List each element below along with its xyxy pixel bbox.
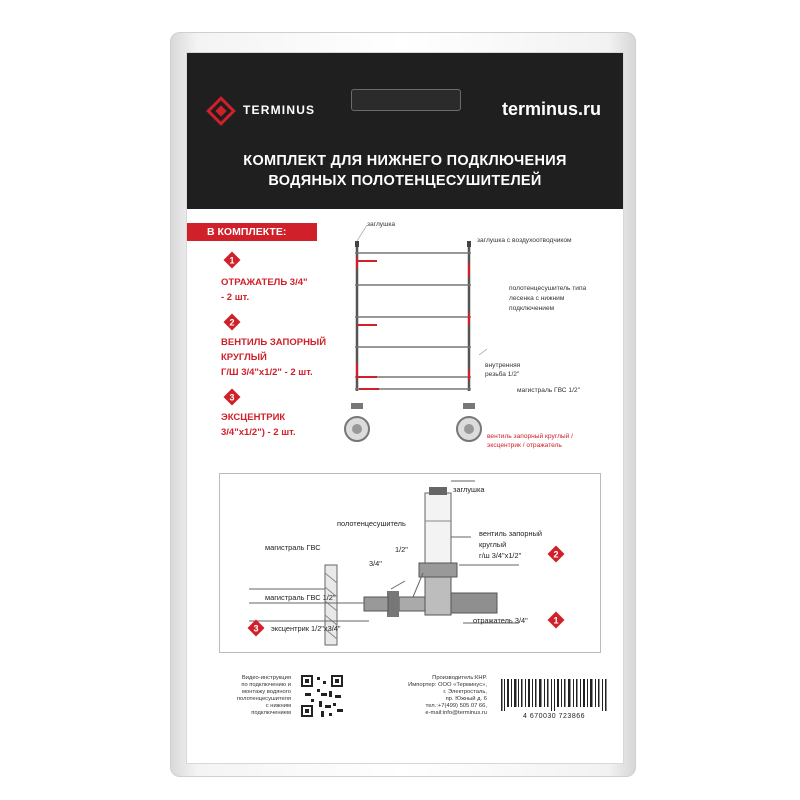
label-main-top: магистраль ГВС 1/2" (517, 387, 580, 394)
label-reflector: отражатель 3/4" (473, 616, 528, 625)
footer-maker-1: Производитель:КНР. (432, 675, 487, 681)
hanger-slot (351, 89, 461, 111)
svg-text:1: 1 (553, 615, 559, 626)
kit-item-1-line2: - 2 шт. (221, 292, 250, 303)
svg-text:2: 2 (229, 317, 235, 328)
footer-video-5: с нижним (265, 703, 291, 709)
footer-video-2: по подключению и (241, 682, 291, 688)
label-valve-bottom-1: вентиль запорный (479, 529, 543, 538)
barcode-icon (499, 679, 609, 717)
svg-text:1: 1 (229, 255, 235, 266)
svg-text:2: 2 (553, 549, 559, 560)
label-dryer-1: полотенцесушитель типа (509, 285, 587, 292)
footer-maker-6: e-mail:info@terminus.ru (425, 710, 487, 716)
label-valve-2: эксцентрик / отражатель (487, 442, 562, 449)
number-2-icon (223, 313, 241, 331)
label-plug-bottom: заглушка (453, 485, 485, 494)
label-three-quarters: 3/4" (369, 559, 382, 568)
label-dryer-2: лесенка с нижним (509, 295, 565, 302)
svg-text:3: 3 (229, 392, 235, 403)
footer-maker-5: тел.:+7(499) 505 07 66, (425, 703, 487, 709)
title-line-2: ВОДЯНЫХ ПОЛОТЕНЦЕСУШИТЕЛЕЙ (268, 173, 542, 189)
label-thread-1: внутренняя (485, 362, 521, 369)
qr-code-icon (299, 673, 345, 719)
kit-item-3-line2: 3/4"х1/2") - 2 шт. (221, 427, 296, 438)
footer-maker-text (377, 675, 487, 717)
footer-video-1: Видео-инструкция (241, 675, 291, 681)
footer-video-4: полотенцесушителя (236, 696, 291, 702)
footer-maker-4: пр. Южный д. 6 (445, 696, 487, 702)
kit-item-3-line1: ЭКСЦЕНТРИК (221, 412, 286, 423)
label-half: 1/2" (395, 545, 408, 554)
footer-video-3: монтажу водяного (242, 689, 291, 695)
footer-maker-3: г. Электросталь, (443, 689, 487, 695)
number-3-small-icon (247, 619, 265, 637)
number-2-small-icon (547, 545, 565, 563)
label-valve-bottom-3: г/ш 3/4"х1/2" (479, 551, 522, 560)
site-url: terminus.ru (501, 99, 601, 119)
number-1-small-icon (547, 611, 565, 629)
number-3-icon (223, 388, 241, 406)
footer-video-text (221, 675, 291, 717)
number-1-icon (223, 251, 241, 269)
kit-item-2-line1: ВЕНТИЛЬ ЗАПОРНЫЙ (221, 337, 327, 348)
towel-dryer-diagram (337, 213, 477, 453)
label-valve-bottom-2: круглый (479, 540, 507, 549)
label-main-gvs: магистраль ГВС (265, 543, 321, 552)
label-valve-1: вентиль запорный круглый / (487, 433, 574, 440)
terminus-logo-icon (207, 97, 235, 125)
label-eccentric: эксцентрик 1/2"х3/4" (271, 624, 341, 633)
product-card (186, 52, 624, 764)
brand-name: TERMINUS (243, 103, 316, 117)
barcode-number: 4 670030 723866 (523, 713, 585, 720)
label-plug-air: заглушка с воздухоотводчиком (477, 237, 572, 244)
label-main-half: магистраль ГВС 1/2" (265, 593, 336, 602)
label-thread-2: резьба 1/2" (485, 371, 520, 378)
label-dryer-3: подключением (509, 305, 555, 312)
label-dryer-bottom: полотенцесушитель (337, 519, 406, 528)
title-line-1: КОМПЛЕКТ ДЛЯ НИЖНЕГО ПОДКЛЮЧЕНИЯ (243, 153, 567, 169)
svg-text:3: 3 (253, 623, 259, 634)
label-plug: заглушка (367, 221, 396, 228)
kit-header: В КОМПЛЕКТЕ: (187, 223, 317, 241)
footer-maker-2: Импортер: ООО «Терминус», (408, 682, 487, 688)
kit-item-2-line3: Г/Ш 3/4"х1/2" - 2 шт. (221, 367, 313, 378)
kit-item-1-line1: ОТРАЖАТЕЛЬ 3/4" (221, 277, 308, 288)
footer-video-6: подключением (251, 710, 291, 716)
header-band (187, 53, 623, 209)
kit-item-2-line2: КРУГЛЫЙ (221, 352, 267, 363)
